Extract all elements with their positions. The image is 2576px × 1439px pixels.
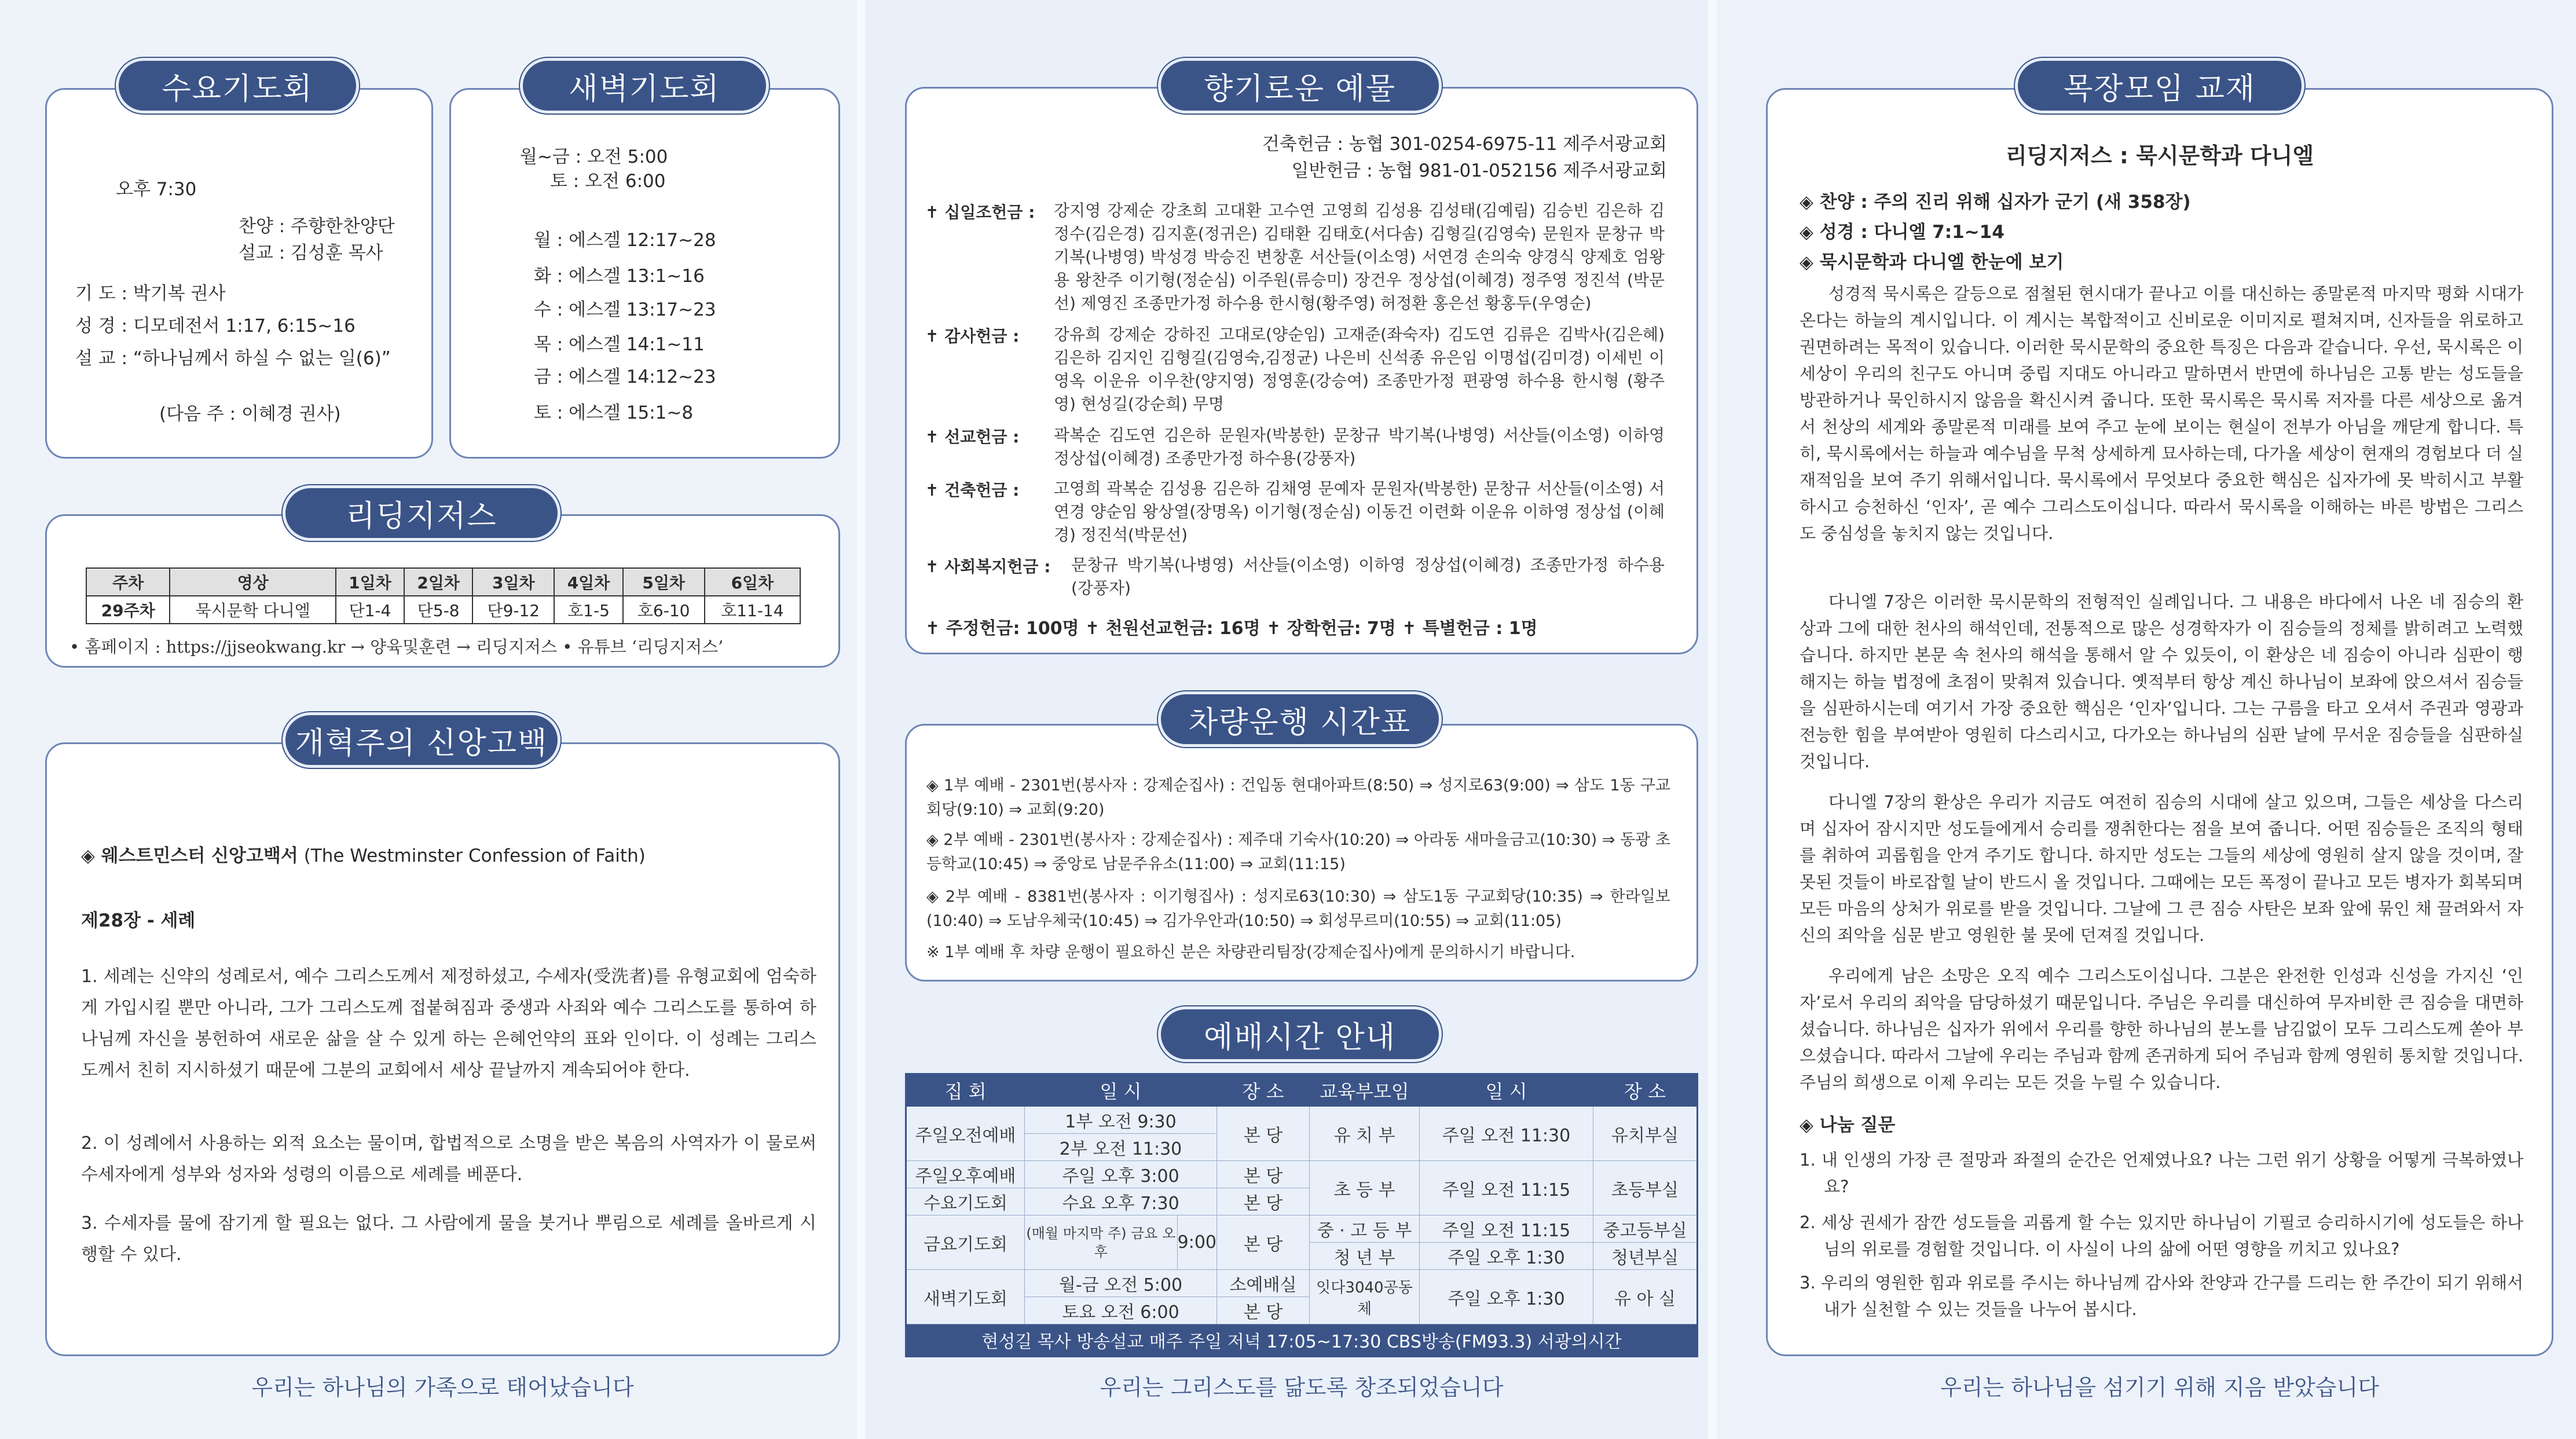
cell-study-para-3: 다니엘 7장의 환상은 우리가 지금도 여전히 짐승의 시대에 살고 있으며, 그들은 세상을 다스리며 십자어 잠시지만 성도들에게서 승리를 쟁취한다는 점을 보여 줍니다. 어떤 짐승들은 조직의 형태를 취하여 괴롭힘을 안겨 주기도 합니다. 하지만 성도는 그들의 세상에 영원히 살지 않을 것이며, 잘못된 것들이 바로잡힐 날이 반드시 올 것입니다. 그때에는 모든 폭정이 끝나고 모든 병자가 회복되며 모든 마음의 상처가 위로를 받을 것입니다. 그날에 그 큰 짐승 사탄은 보좌 앞에 묶인 채 끌려와서 자신의 죄악을 심문 받고 영원한 불 못에 던져질 것입니다. [1800,792,2523,945]
wednesday-next: (다음 주 : 이혜경 권사) [159,404,341,424]
ws-friday-place: 본 당 [1217,1215,1310,1270]
offering-mission-names: 곽복순 김도연 김은하 문원자(박봉한) 문창규 박기복(나병영) 서산들(이소영) 이하영 정상섭(이혜경) 조종만가정 하수용(강풍자) [1054,426,1665,468]
rt-h5: 4일차 [554,568,622,596]
confession-item-3: 3. 수세자를 물에 잠기게 할 필요는 없다. 그 사람에게 물을 붓거나 뿌림으로 세례를 올바르게 시행할 수 있다. [81,1213,816,1265]
cell-study-scripture: ◈ 성경 : 다니엘 7:1~14 [1800,222,2005,243]
offering-account-building: 건축헌금 : 농협 301-0254-6975-11 제주서광교회 [1262,134,1667,155]
dawn-day-thu: 목 : 에스겔 14:1~11 [534,334,705,355]
ws-edu-elem-place: 초등부실 [1593,1161,1698,1215]
dawn-day-fri: 금 : 에스겔 14:12~23 [534,367,716,387]
ws-edu-young-adult-time: 주일 오후 1:30 [1420,1243,1593,1270]
ws-sunday-pm-place: 본 당 [1217,1161,1310,1188]
ws-edu-youth-place: 중고등부실 [1593,1215,1698,1243]
confession-source-en: (The Westminster Confession of Faith) [303,845,646,866]
confession-title: 개혁주의 신앙고백 [283,712,560,768]
rt-c6: 호6-10 [623,596,705,624]
ws-edu-elem-time: 주일 오전 11:15 [1420,1161,1593,1215]
wednesday-hymn: 찬양 : 주향한찬양단 [239,216,395,237]
ws-h-meeting: 집 회 [906,1074,1025,1107]
wednesday-time: 오후 7:30 [116,179,197,200]
share-question-2: 2. 세상 권세가 잠깐 성도들을 괴롭게 할 수는 있지만 하나님이 기필코 승리하시기에 성도들은 하나님의 위로를 경험할 것입니다. 이 사실이 나의 삶에 어떤 영향을 끼치고 있나요? [1800,1213,2523,1259]
ws-friday: 금요기도회 [906,1215,1025,1270]
ws-edu-3040: 잇다3040공동체 [1310,1270,1420,1324]
offering-thanks-label: ✝ 감사헌금 : [925,327,1020,346]
share-question-3: 3. 우리의 영원한 힘과 위로를 주시는 하나님께 감사와 찬양과 간구를 드리는 한 주간이 되기 위해서 내가 실천할 수 있는 것들을 나누어 봅시다. [1800,1273,2523,1319]
rt-h0: 주차 [86,568,170,596]
ws-h-time: 일 시 [1025,1074,1217,1107]
dawn-prayer-title: 새벽기도회 [520,58,769,113]
ws-edu-kinder: 유 치 부 [1310,1107,1420,1161]
ws-dawn: 새벽기도회 [906,1270,1025,1324]
offering-thanks-names: 강유희 강제순 강하진 고대로(양순임) 고재준(좌숙자) 김도연 김류은 김박사(김은혜) 김은하 김지인 김형길(김영숙,김정균) 나은비 신석종 유은임 이명섭(김미경) 이세빈 이영옥 이운유 이우찬(양지영) 정영훈(강승여) 조종만가정 편광영 하수용 한시형 (황주영) 현성길(강순희) 무명 [1054,325,1665,413]
ws-sunday-am-place: 본 당 [1217,1107,1310,1161]
confession-source [81,841,646,867]
column-1-footer: 우리는 하나님의 가족으로 태어났습니다 [251,1375,634,1400]
offering-welfare-names: 문창규 박기복(나병영) 서산들(이소영) 이하영 정상섭(이혜경) 조종만가정 하수용 (강풍자) [1071,555,1665,598]
dawn-day-sat: 토 : 에스겔 15:1~8 [534,402,694,423]
ws-friday-when: (매월 마지막 주) 금요 오후 [1025,1215,1178,1270]
ws-dawn-saturday: 토요 오전 6:00 [1025,1297,1217,1324]
vehicle-route-2: ◈ 2부 예배 - 2301번(봉사자 : 강제순집사) : 제주대 기숙사(10:20) ⇒ 아라동 새마을금고(10:30) ⇒ 동광 초등학교(10:45) ⇒ 중앙로 남문주유소(11:00) ⇒ 교회(11:15) [926,831,1670,873]
ws-edu-young-adult: 청 년 부 [1310,1243,1420,1270]
ws-h-place2: 장 소 [1593,1074,1698,1107]
dawn-day-tue: 화 : 에스겔 13:1~16 [534,266,705,287]
ws-h-place: 장 소 [1217,1074,1310,1107]
cell-study-para-1: 성경적 묵시록은 갈등으로 점철된 현시대가 끝나고 이를 대신하는 종말론적 마지막 평화 시대가 온다는 하늘의 계시입니다. 이 계시는 복합적이고 신비로운 이미지로 펼쳐지며, 신자들을 위로하고 권면하려는 목적이 있습니다. 이러한 묵시문학의 중요한 특징은 다음과 같습니다. 우선, 묵시록은 이 세상이 우리의 친구도 아니며 중립 지대도 아니라고 말하면서 반면에 하나님은 고통 받는 성도들을 방관하거나 묵인하시지 않음을 확신시켜 줍니다. 또한 묵시록은 묵시록 저자를 다른 세상으로 옮겨서 천상의 세계와 종말론적 미래를 보여 주고 눈에 보이는 현실이 전부가 아님을 깨닫게 합니다. 특히, 묵시록에서는 하늘과 예수님을 무척 상세하게 묘사하는데, 다가올 세상이 현재의 경험보다 더 실재적임을 보여 주기 위해서입니다. 묵시록에서 무엇보다 중요한 핵심은 십자가에 못 박히시고 부활하시고 승천하신 ‘인자’, 곧 예수 그리스도이십니다. 따라서 묵시록을 이해하는 바른 방법은 그리스도 중심성을 놓치지 않는 것입니다. [1800,284,2523,543]
cell-study-para-4: 우리에게 남은 소망은 오직 예수 그리스도이십니다. 그분은 완전한 인성과 신성을 가지신 ‘인자’로서 우리의 죄악을 담당하셨기 때문입니다. 주님은 우리를 대신하여 무자비한 큰 짐승을 대면하셨습니다. 하나님은 십자가 위에서 우리를 향한 하나님의 분노를 남김없이 모두 그리스도께 쏟아 부으셨습니다. 따라서 그날에 우리는 주님과 함께 존귀하게 되어 주님과 함께 영원히 통치할 것입니다. 주님의 희생으로 이제 우리는 모든 것을 누릴 수 있습니다. [1800,966,2523,1092]
reading-jesus-title: 리딩지저스 [283,485,560,541]
rt-h1: 영상 [170,568,335,596]
confession-item-1: 1. 세례는 신약의 성례로서, 예수 그리스도께서 제정하셨고, 수세자(受洗者)를 유형교회에 엄숙하게 가입시킬 뿐만 아니라, 그가 그리스도께 접붙혀짐과 중생과 사죄와 예수 그리스도를 통하여 하나님께 자신을 봉헌하여 새로운 삶을 살 수 있게 하는 은혜언약의 표와 인이다. 이 성례는 그리스도께서 친히 지시하셨기 때문에 그분의 교회에서 세상 끝날까지 계속되어야 한다. [81,966,816,1081]
offering-tithe-names: 강지영 강제순 강초희 고대환 고수연 고영희 김성용 김성태(김예림) 김승빈 김은하 김정수(김은경) 김지훈(정귀은) 김태환 김태호(서다솜) 김형길(김영숙) 문원자 문창규 박기복(나병영) 박성경 박승진 변창훈 서산들(이소영) 서연경 손의숙 양경식 양제호 엄왕용 왕찬주 이기형(정순심) 이주원(류승미) 장건우 정상섭(이혜경) 정주영 정진석 (박문선) 제영진 조종만가정 하수용 한시형(황주영) 허정환 홍은선 황홍두(우영순) [1054,201,1665,313]
worship-schedule-table [905,1073,1698,1357]
ws-h-edu: 교육부모임 [1310,1074,1420,1107]
cell-study-title: 목장모임 교재 [2015,58,2304,113]
vehicle-title: 차량운행 시간표 [1158,691,1442,747]
ws-edu-elem: 초 등 부 [1310,1161,1420,1215]
ws-h-time2: 일 시 [1420,1074,1593,1107]
confession-source-kr: ◈ 웨스트민스터 신앙고백서 [81,845,298,866]
rt-c4: 단9-12 [472,596,554,624]
offering-building-label: ✝ 건축헌금 : [925,481,1020,500]
ws-dawn-place-2: 본 당 [1217,1297,1310,1324]
ws-sunday-pm: 주일오후예배 [906,1161,1025,1188]
ws-edu-young-adult-place: 청년부실 [1593,1243,1698,1270]
ws-wednesday-place: 본 당 [1217,1188,1310,1215]
ws-edu-3040-time: 주일 오후 1:30 [1420,1270,1593,1324]
ws-sunday-am: 주일오전예배 [906,1107,1025,1161]
dawn-day-mon: 월 : 에스겔 12:17~28 [534,230,716,251]
offering-welfare-label: ✝ 사회복지헌금 : [925,557,1051,576]
offering-mission-label: ✝ 선교헌금 : [925,427,1020,446]
ws-sunday-am-2: 2부 오전 11:30 [1025,1134,1217,1161]
share-questions-title: ◈ 나눔 질문 [1800,1115,1896,1136]
confession-chapter: 제28장 - 세례 [81,910,196,931]
rt-h7: 6일차 [705,568,800,596]
cell-study-para-2: 다니엘 7장은 이러한 묵시문학의 전형적인 실례입니다. 그 내용은 바다에서 나온 네 짐승의 환상과 그에 대한 천사의 해석인데, 전통적으로 많은 성경학자가 이 짐승들의 정체를 밝히려고 노력했습니다. 하지만 본문 속 천사의 해석을 통해서 알 수 있듯이, 이 환상은 네 짐승이 아니라 심판이 행해지는 하늘 법정에 초점이 맞춰져 있습니다. 옛적부터 항상 계신 하나님이 보좌에 앉으셔서 짐승들을 심판하시는데 여기서 가장 중요한 핵심은 ‘인자’입니다. 그는 구름을 타고 오셔서 주권과 영광과 전능한 힘을 부여받아 영원히 다스리시고, 다가오는 하나님의 심판 날에 무서운 짐승들을 심판하실 것입니다. [1800,592,2523,771]
vehicle-route-1: ◈ 1부 예배 - 2301번(봉사자 : 강제순집사) : 건입동 현대아파트(8:50) ⇒ 성지로63(9:00) ⇒ 삼도 1동 구교회당(9:10) ⇒ 교회(9:20) [926,777,1670,819]
ws-dawn-weekday: 월-금 오전 5:00 [1025,1270,1217,1297]
wednesday-scripture: 성 경 : 디모데전서 1:17, 6:15~16 [75,316,356,336]
rt-h2: 1일차 [336,568,404,596]
ws-edu-kinder-place: 유치부실 [1593,1107,1698,1161]
ws-edu-3040-place: 유 아 실 [1593,1270,1698,1324]
offering-account-general: 일반헌금 : 농협 981-01-052156 제주서광교회 [1291,160,1667,181]
confession-item-2: 2. 이 성례에서 사용하는 외적 요소는 물이며, 합법적으로 소명을 받은 복음의 사역자가 이 물로써 수세자에게 성부와 성자와 성령의 이름으로 세례를 베푼다. [81,1133,816,1185]
rt-h4: 3일차 [472,568,554,596]
ws-dawn-place-1: 소예배실 [1217,1270,1310,1297]
offering-title: 향기로운 예물 [1158,58,1442,113]
rt-c1: 묵시문학 다니엘 [170,596,335,624]
wednesday-sermon: 설교 : 김성훈 목사 [239,243,383,263]
vehicle-route-3: ◈ 2부 예배 - 8381번(봉사자 : 이기형집사) : 성지로63(10:30) ⇒ 삼도1동 구교회당(10:35) ⇒ 한라일보(10:40) ⇒ 도남우체국(10:45) ⇒ 김가우안과(10:50) ⇒ 회성무르미(10:55) ⇒ 교회(11:05) [926,888,1670,930]
rt-h6: 5일차 [623,568,705,596]
wednesday-message: 설 교 : “하나님께서 하실 수 없는 일(6)” [75,348,391,369]
cell-study-section: ◈ 묵시문학과 다니엘 한눈에 보기 [1800,252,2064,273]
cell-study-subtitle: 리딩지저스 : 묵시문학과 다니엘 [2005,143,2314,169]
ws-wednesday-time: 수요 오후 7:30 [1025,1188,1217,1215]
ws-edu-youth-time: 주일 오전 11:15 [1420,1215,1593,1243]
ws-edu-youth: 중 · 고 등 부 [1310,1215,1420,1243]
ws-edu-kinder-time: 주일 오전 11:30 [1420,1107,1593,1161]
rt-c3: 단5-8 [404,596,472,624]
offering-summary: ✝ 주정헌금: 100명 ✝ 천원선교헌금: 16명 ✝ 장학헌금: 7명 ✝ 특별헌금 : 1명 [925,618,1538,639]
column-2-footer: 우리는 그리스도를 닮도록 창조되었습니다 [1100,1375,1504,1400]
dawn-day-wed: 수 : 에스겔 13:17~23 [534,299,716,320]
rt-c0: 29주차 [86,596,170,624]
worship-title: 예배시간 안내 [1158,1006,1442,1062]
offering-building-names: 고영희 곽복순 김성용 김은하 김채영 문예자 문원자(박봉한) 문창규 서산들(이소영) 서연경 양순임 왕상열(장명옥) 이기형(정순심) 이동건 이련화 이운유 이하영 정상섭 (이혜경) 정진석(박문선) [1054,479,1665,544]
column-3-footer: 우리는 하나님을 섬기기 위해 지음 받았습니다 [1940,1375,2379,1400]
ws-friday-time: 9:00 [1177,1215,1216,1270]
reading-table [86,567,801,624]
share-question-1: 1. 내 인생의 가장 큰 절망과 좌절의 순간은 언제였나요? 나는 그런 위기 상황을 어떻게 극복하였나요? [1800,1150,2523,1196]
ws-broadcast: 현성길 목사 방송설교 매주 주일 저녁 17:05~17:30 CBS방송(FM93.3) 서광의시간 [906,1324,1698,1357]
rt-c7: 호11-14 [705,596,800,624]
offering-tithe-label: ✝ 십일조헌금 : [925,203,1035,222]
rt-c2: 단1-4 [336,596,404,624]
ws-sunday-am-1: 1부 오전 9:30 [1025,1107,1217,1134]
dawn-weekday: 월~금 : 오전 5:00 [520,147,668,167]
ws-wednesday: 수요기도회 [906,1188,1025,1215]
reading-note[interactable]: • 홈페이지 : https://jjseokwang.kr → 양육및훈련 → 리딩지저스 • 유튜브 ‘리딩지저스’ [69,637,724,657]
wednesday-prayer: 기 도 : 박기복 권사 [75,283,226,304]
rt-c5: 호1-5 [554,596,622,624]
vehicle-note: ※ 1부 예배 후 차량 운행이 필요하신 분은 차량관리팀장(강제순집사)에게 문의하시기 바랍니다. [926,943,1575,961]
dawn-saturday: 토 : 오전 6:00 [550,171,666,192]
rt-h3: 2일차 [404,568,472,596]
wednesday-prayer-title: 수요기도회 [116,58,359,113]
cell-study-hymn: ◈ 찬양 : 주의 진리 위해 십자가 군기 (새 358장) [1800,192,2191,213]
ws-sunday-pm-time: 주일 오후 3:00 [1025,1161,1217,1188]
